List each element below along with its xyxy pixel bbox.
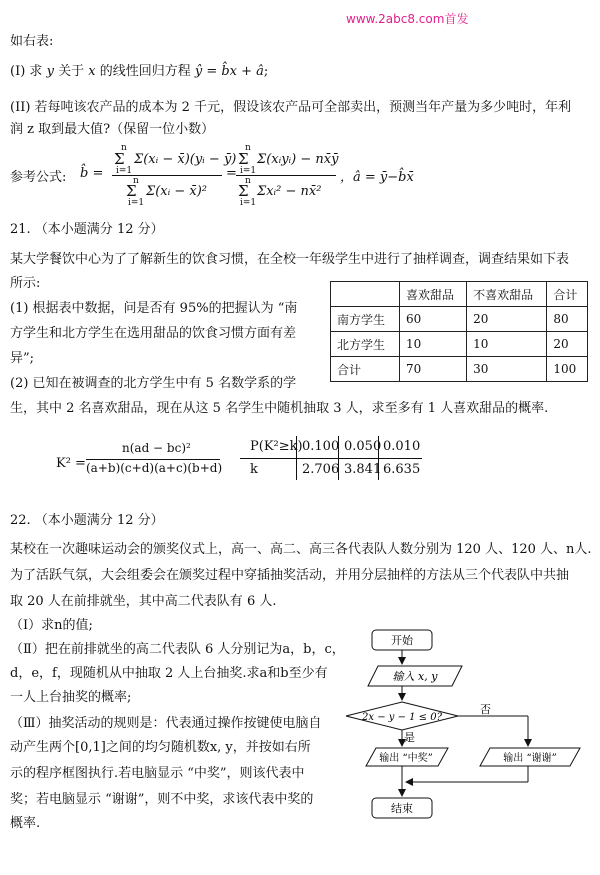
formula-numerator-2: Σ(xᵢyᵢ) − nx̄ȳ (257, 152, 339, 167)
kt-cell: 0.010 (383, 439, 421, 454)
yes-label: 是 (404, 731, 415, 744)
table-cell: 30 (467, 357, 547, 382)
kt-divider (378, 436, 379, 480)
q22-part2-line3: 一人上台抽奖的概率; (10, 690, 132, 705)
table-cell (331, 282, 400, 307)
formula-denominator-2: Σxᵢ² − nx̄² (257, 184, 322, 199)
formula-a-hat: ，â = ȳ−b̂x̄ (340, 170, 414, 185)
output-thanks-label: 输出 “谢谢” (503, 753, 557, 764)
output-win-label: 输出 “中奖” (379, 753, 433, 764)
table-row (331, 332, 588, 357)
k2-label: K² = (56, 456, 86, 471)
q20-part2-line2: 润 z 取到最大值?（保留一位小数） (10, 122, 215, 137)
table-cell: 70 (400, 357, 467, 382)
table-header-cell: 不喜欢甜品 (467, 282, 547, 307)
kt-cell: 0.100 (302, 439, 340, 454)
kt-cell: P(K²≥k) (250, 439, 303, 454)
q22-part2-line1: （Ⅱ）把在前排就坐的高二代表队 6 人分别记为a，b，c， (10, 642, 345, 657)
kt-cell: 0.050 (344, 439, 382, 454)
sum-bottom-1: i=1 (116, 166, 133, 176)
sigma-3: Σ (238, 150, 249, 168)
q22-part1: （Ⅰ）求n的值; (10, 618, 93, 633)
table-row (331, 357, 588, 382)
kt-divider (296, 436, 297, 480)
q22-part3-line3: 示的程序框图执行.若电脑显示 “中奖”，则该代表中 (10, 766, 305, 781)
q22-part2-line2: d，e，f，现随机从中抽取 2 人上台抽奖.求a和b至少有 (10, 666, 328, 681)
q20-part1: (I) 求 y 关于 x 的线性回归方程 ŷ = b̂x + â; (10, 64, 269, 79)
sigma-4: Σ (238, 182, 249, 200)
table-cell: 80 (547, 307, 588, 332)
q21-header: 21. （本小题满分 12 分） (10, 222, 164, 237)
table-cell: 100 (547, 357, 588, 382)
sum-top-3: n (245, 143, 251, 153)
sum-bottom-2: i=1 (128, 198, 145, 208)
q21-line1: 某大学餐饮中心为了了解新生的饮食习惯，在全校一年级学生中进行了抽样调查，调查结果如下表 (10, 252, 570, 267)
watermark: www.2abc8.com首发 (346, 12, 469, 26)
table-cell: 20 (467, 307, 547, 332)
q22-part3-line4: 奖；若电脑显示 “谢谢”，则不中奖，求该代表中奖的 (10, 792, 314, 807)
start-label: 开始 (391, 634, 413, 647)
sum-top-2: n (133, 176, 139, 186)
q22-header: 22. （本小题满分 12 分） (10, 513, 164, 528)
sum-top-4: n (245, 176, 251, 186)
k2-numerator: n(ad − bc)² (122, 441, 191, 455)
kt-cell: 3.841 (344, 462, 382, 477)
intro-text: 如右表: (10, 34, 54, 49)
kt-cell: 6.635 (383, 462, 421, 477)
sigma-2: Σ (126, 182, 137, 200)
formula-denominator-1: Σ(xᵢ − x̄)² (146, 184, 207, 199)
critical-value-table (240, 436, 422, 480)
q21-p2-line1: (2) 已知在被调查的北方学生中有 5 名数学系的学 (10, 376, 297, 391)
end-label: 结束 (391, 802, 413, 815)
no-label: 否 (480, 703, 491, 716)
table-cell: 20 (547, 332, 588, 357)
table-row (331, 282, 588, 307)
condition-label: 2x − y − 1 ≤ 0? (362, 712, 442, 723)
kt-divider (338, 436, 339, 480)
q22-line2: 为了活跃气氛，大会组委会在颁奖过程中穿插抽奖活动，并用分层抽样的方法从三个代表队中共抽 (10, 568, 570, 583)
fraction-bar-1 (112, 175, 222, 176)
table-row (331, 307, 588, 332)
q22-part3-line1: （Ⅲ）抽奖活动的规则是：代表通过操作按键使电脑自 (10, 716, 322, 731)
q21-line2: 所示: (10, 276, 41, 291)
q22-part3-line2: 动产生两个[0,1]之间的均匀随机数x, y，并按如右所 (10, 740, 311, 755)
q21-p2-line2: 生，其中 2 名喜欢甜品，现在从这 5 名学生中随机抽取 3 人，求至多有 1 人喜欢甜品的概率. (10, 401, 549, 416)
sigma-1: Σ (114, 150, 125, 168)
q21-p1-line1: (1) 根据表中数据，问是否有 95%的把握认为 “南 (10, 301, 298, 316)
q21-p1-line3: 异”; (10, 351, 35, 366)
kt-cell: 2.706 (302, 462, 340, 477)
fraction-bar-2 (236, 175, 336, 176)
sum-bottom-4: i=1 (240, 198, 257, 208)
program-flowchart (340, 620, 590, 830)
kt-rule (240, 458, 422, 459)
kt-cell: k (250, 462, 258, 477)
q22-line3: 取 20 人在前排就坐，其中高二代表队有 6 人. (10, 594, 277, 609)
formula-label: 参考公式: (10, 170, 67, 185)
table-cell: 60 (400, 307, 467, 332)
q22-part3-line5: 概率. (10, 816, 41, 831)
q22-line1: 某校在一次趣味运动会的颁奖仪式上，高一、高二、高三各代表队人数分别为 120 人、120 人、n人. (10, 542, 592, 557)
formula-equals: = (226, 166, 237, 181)
table-header-cell: 合计 (547, 282, 588, 307)
table-cell: 10 (400, 332, 467, 357)
k2-denominator: (a+b)(c+d)(a+c)(b+d) (86, 461, 223, 475)
input-label: 输入 x, y (392, 670, 438, 683)
k2-fraction-bar (86, 459, 220, 460)
table-cell: 南方学生 (331, 307, 400, 332)
table-cell: 10 (467, 332, 547, 357)
sum-bottom-3: i=1 (240, 166, 257, 176)
survey-table (330, 281, 588, 382)
table-cell: 合计 (331, 357, 400, 382)
q20-part2-line1: (II) 若每吨该农产品的成本为 2 千元，假设该农产品可全部卖出，预测当年产量为多少吨时，年利 (10, 100, 572, 115)
table-cell: 北方学生 (331, 332, 400, 357)
table-header-cell: 喜欢甜品 (400, 282, 467, 307)
sum-top-1: n (121, 143, 127, 153)
formula-numerator-1: Σ(xᵢ − x̄)(yᵢ − ȳ) (134, 152, 237, 167)
formula-b-hat: b̂ = (80, 166, 104, 181)
q21-p1-line2: 方学生和北方学生在选用甜品的饮食习惯方面有差 (10, 326, 297, 341)
